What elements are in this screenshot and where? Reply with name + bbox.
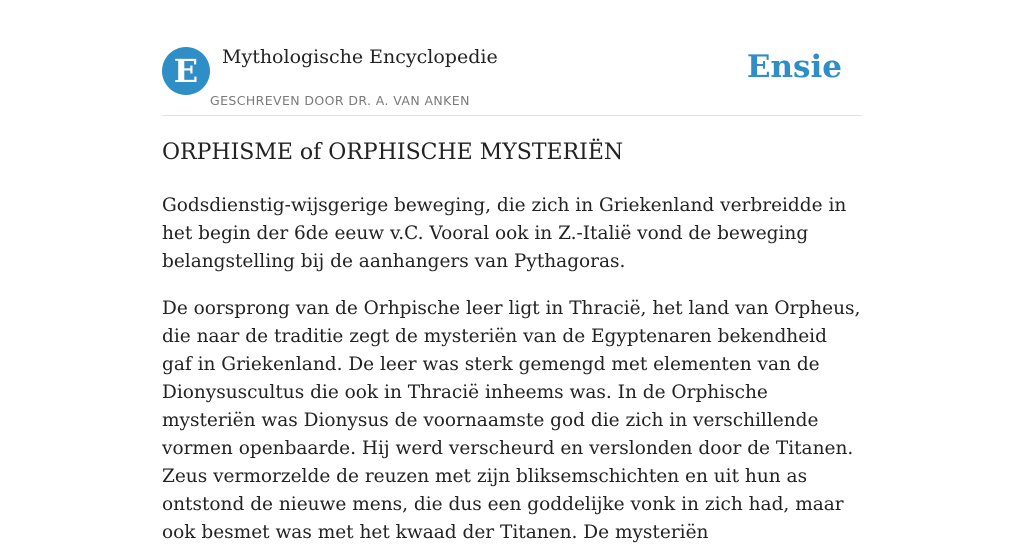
encyclopedia-title[interactable]: Mythologische Encyclopedie (222, 46, 498, 68)
brand-logo[interactable]: Ensie (746, 49, 842, 85)
encyclopedia-logo[interactable]: E (162, 47, 210, 95)
article-paragraph-2: De oorsprong van de Orhpische leer ligt in Thracië, het land van Orpheus, die naar de traditie zegt de mysteriën van de Egyptenaren bekendheid gaf in Griekenland. De leer was sterk gemengd met elementen van de Dionysuscultus die ook in Thracië inheems was. In de Orphische mysteriën was Dionysus de voornaamste god die zich in verschillende vormen openbaarde. Hij werd verscheurd en verslonden door de Titanen. Zeus vermorzelde de reuzen met zijn bliksemschichten en uit hun as ontstond de nieuwe mens, die dus een goddelijke vonk in zich had, maar ook besmet was met het kwaad der Titanen. De mysteriën (162, 298, 861, 543)
article-paragraph-1: Godsdienstig-wijsgerige beweging, die zich in Griekenland verbreidde in het begin der 6de eeuw v.C. Vooral ook in Z.-Italië vond de beweging belangstelling bij de aanhangers van Pythagoras. (162, 195, 847, 272)
header-divider (162, 115, 862, 116)
article-title: ORPHISME of ORPHISCHE MYSTERIËN (162, 140, 624, 165)
author-byline[interactable]: GESCHREVEN DOOR DR. A. VAN ANKEN (210, 93, 470, 108)
